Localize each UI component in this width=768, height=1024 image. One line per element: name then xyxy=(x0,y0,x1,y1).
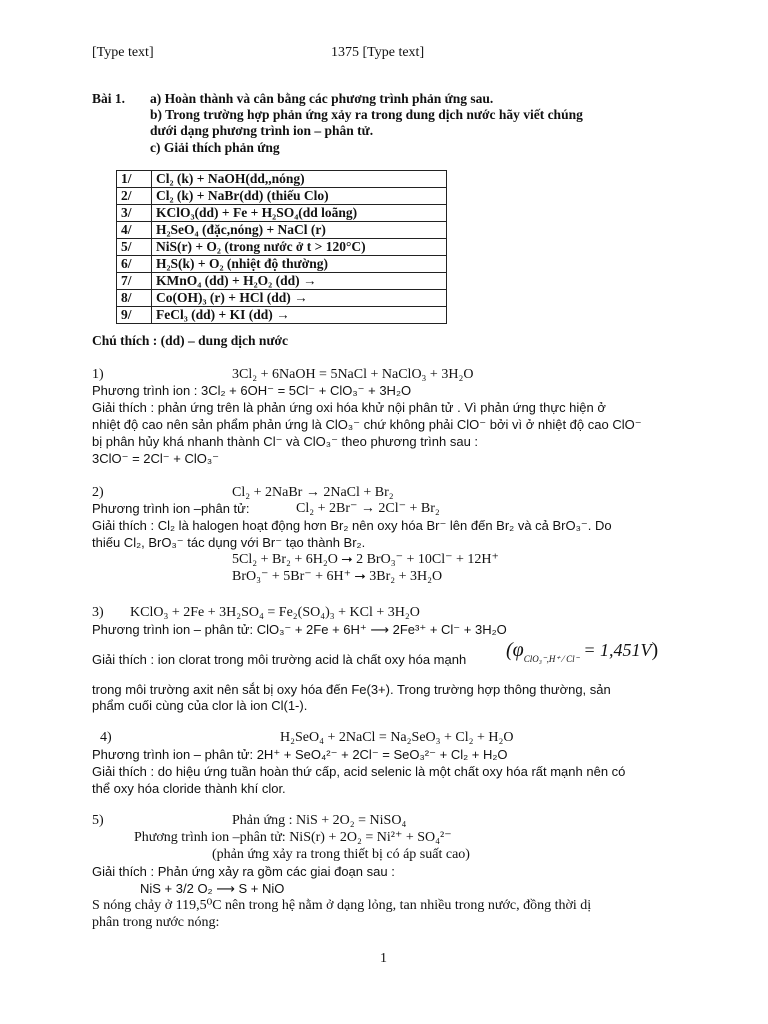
reaction-number: 5/ xyxy=(117,239,152,256)
s3-explain-1: Giải thích : ion clorat trong môi trường acid là chất oxy hóa mạnh xyxy=(92,652,467,667)
s3-equation: KClO₃ + 2Fe + 3H₂SO₄ = Fe₂(SO₄)₃ + KCl + 3H₂O xyxy=(130,605,420,620)
s5-number: 5) xyxy=(92,813,104,828)
s3-explain-2: trong môi trường axit nên sắt bị oxy hóa đến Fe(3+). Trong trường hợp thông thường, sản xyxy=(92,682,611,697)
table-row xyxy=(117,171,447,188)
s2-equation-b: BrO₃⁻ + 5Br⁻ + 6H⁺ ⭢ 3Br₂ + 3H₂O xyxy=(232,569,443,584)
table-row xyxy=(117,273,447,290)
reaction-equation: Cl₂ (k) + NaBr(dd) (thiếu Clo) xyxy=(152,188,447,205)
s1-explain-2: nhiệt độ cao nên sản phẩm phản ứng là ClO₃⁻ chứ không phải ClO⁻ bởi vì ở nhiệt độ cao ClO⁻ xyxy=(92,417,642,432)
table-row xyxy=(117,188,447,205)
s4-explain-1: Giải thích : do hiệu ứng tuần hoàn thứ cấp, acid selenic là một chất oxy hóa rất mạnh nên có xyxy=(92,764,626,779)
reaction-number: 8/ xyxy=(117,290,152,307)
reaction-equation: Co(OH)₃ (r) + HCl (dd) → xyxy=(152,290,447,307)
s4-ion: Phương trình ion – phân tử: 2H⁺ + SeO₄²⁻ + 2Cl⁻ = SeO₃²⁻ + Cl₂ + H₂O xyxy=(92,747,508,762)
s3-potential-value: = 1,451V xyxy=(583,640,652,660)
s5-condition: (phản ứng xảy ra trong thiết bị có áp suất cao) xyxy=(212,847,470,862)
reaction-number: 3/ xyxy=(117,205,152,222)
s1-explain-3: bị phân hủy khá nhanh thành Cl⁻ và ClO₃⁻ theo phương trình sau : xyxy=(92,434,479,449)
s1-explain-4: 3ClO⁻ = 2Cl⁻ + ClO₃⁻ xyxy=(92,451,220,466)
note: Chú thích : (dd) – dung dịch nước xyxy=(92,333,289,348)
reaction-number: 9/ xyxy=(117,307,152,324)
table-row xyxy=(117,307,447,324)
s5-explain-4: phân trong nước nóng: xyxy=(92,915,220,930)
s5-equation: Phản ứng : NiS + 2O₂ = NiSO₄ xyxy=(232,813,407,828)
table-row xyxy=(117,239,447,256)
s5-ion: Phương trình ion –phân tử: NiS(r) + 2O₂ = Ni²⁺ + SO₄²⁻ xyxy=(134,830,452,845)
s2-ion-label: Phương trình ion –phân tử: xyxy=(92,501,250,516)
reaction-equation: H₂S(k) + O₂ (nhiệt độ thường) xyxy=(152,256,447,273)
s2-equation-a: 5Cl₂ + Br₂ + 6H₂O ⭢ 2 BrO₃⁻ + 10Cl⁻ + 12H⁺ xyxy=(232,552,499,567)
reaction-number: 2/ xyxy=(117,188,152,205)
reaction-number: 7/ xyxy=(117,273,152,290)
s5-explain-3: S nóng chảy ở 119,5⁰C nên trong hệ nằm ở dạng lỏng, tan nhiều trong nước, đồng thời dị xyxy=(92,898,592,913)
s5-explain-1: Giải thích : Phản ứng xảy ra gồm các giai đoạn sau : xyxy=(92,864,395,879)
s1-ion: Phương trình ion : 3Cl₂ + 6OH⁻ = 5Cl⁻ + ClO₃⁻ + 3H₂O xyxy=(92,383,412,398)
reaction-equation: NiS(r) + O₂ (trong nước ở t > 120°C) xyxy=(152,239,447,256)
s3-number: 3) xyxy=(92,605,104,620)
reaction-equation: FeCl₃ (dd) + KI (dd) → xyxy=(152,307,447,324)
reaction-equation: KClO₃(dd) + Fe + H₂SO₄(dd loãng) xyxy=(152,205,447,222)
reaction-number: 6/ xyxy=(117,256,152,273)
reaction-table xyxy=(116,170,447,324)
s4-equation: H₂SeO₄ + 2NaCl = Na₂SeO₃ + Cl₂ + H₂O xyxy=(280,730,514,745)
s2-explain-2: thiếu Cl₂, BrO₃⁻ tác dụng với Br⁻ tạo thành Br₂. xyxy=(92,535,366,550)
table-row xyxy=(117,205,447,222)
s2-ion: Cl₂ + 2Br⁻ → 2Cl⁻ + Br₂ xyxy=(296,501,440,516)
s2-number: 2) xyxy=(92,485,104,500)
reaction-number: 1/ xyxy=(117,171,152,188)
s4-explain-2: thể oxy hóa cloride thành khí clor. xyxy=(92,781,286,796)
s5-explain-2: NiS + 3/2 O₂ ⟶ S + NiO xyxy=(140,881,285,896)
exercise-part-c: c) Giải thích phản ứng xyxy=(150,140,280,155)
reaction-equation: KMnO₄ (dd) + H₂O₂ (dd) → xyxy=(152,273,447,290)
table-row xyxy=(117,256,447,273)
reaction-number: 4/ xyxy=(117,222,152,239)
reaction-equation: Cl₂ (k) + NaOH(dd,,nóng) xyxy=(152,171,447,188)
s3-ion: Phương trình ion – phân tử: ClO₃⁻ + 2Fe + 6H⁺ ⟶ 2Fe³⁺ + Cl⁻ + 3H₂O xyxy=(92,622,507,637)
s2-equation: Cl₂ + 2NaBr → 2NaCl + Br₂ xyxy=(232,485,394,500)
s1-number: 1) xyxy=(92,367,104,382)
page-number: 1 xyxy=(380,951,387,966)
s1-explain-1: Giải thích : phản ứng trên là phản ứng oxi hóa khử nội phân tử . Vì phản ứng thực hiện ở xyxy=(92,400,606,415)
s1-equation: 3Cl₂ + 6NaOH = 5NaCl + NaClO₃ + 3H₂O xyxy=(232,367,474,382)
header-left: [Type text] xyxy=(92,45,154,60)
header-center: 1375 [Type text] xyxy=(331,45,425,60)
exercise-label: Bài 1. xyxy=(92,91,126,106)
table-row xyxy=(117,290,447,307)
s4-number: 4) xyxy=(100,730,112,745)
s2-explain-1: Giải thích : Cl₂ là halogen hoạt động hơn Br₂ nên oxy hóa Br⁻ lên đến Br₂ và cả BrO₃⁻. Do xyxy=(92,518,612,533)
s3-explain-3: phẩm cuối cùng của clor là ion Cl(1-). xyxy=(92,698,308,713)
exercise-part-b-line1: b) Trong trường hợp phản ứng xảy ra trong dung dịch nước hãy viết chúng xyxy=(150,107,583,122)
s3-potential-formula: $(\varphi_{ClO_3^-,H^+ ⁄ Cl^-} = 1,451V)$ xyxy=(506,639,659,664)
reaction-equation: H₂SeO₄ (đặc,nóng) + NaCl (r) xyxy=(152,222,447,239)
exercise-part-a: a) Hoàn thành và cân bằng các phương trình phản ứng sau. xyxy=(150,91,494,106)
table-row xyxy=(117,222,447,239)
exercise-part-b-line2: dưới dạng phương trình ion – phân tử. xyxy=(150,123,374,138)
